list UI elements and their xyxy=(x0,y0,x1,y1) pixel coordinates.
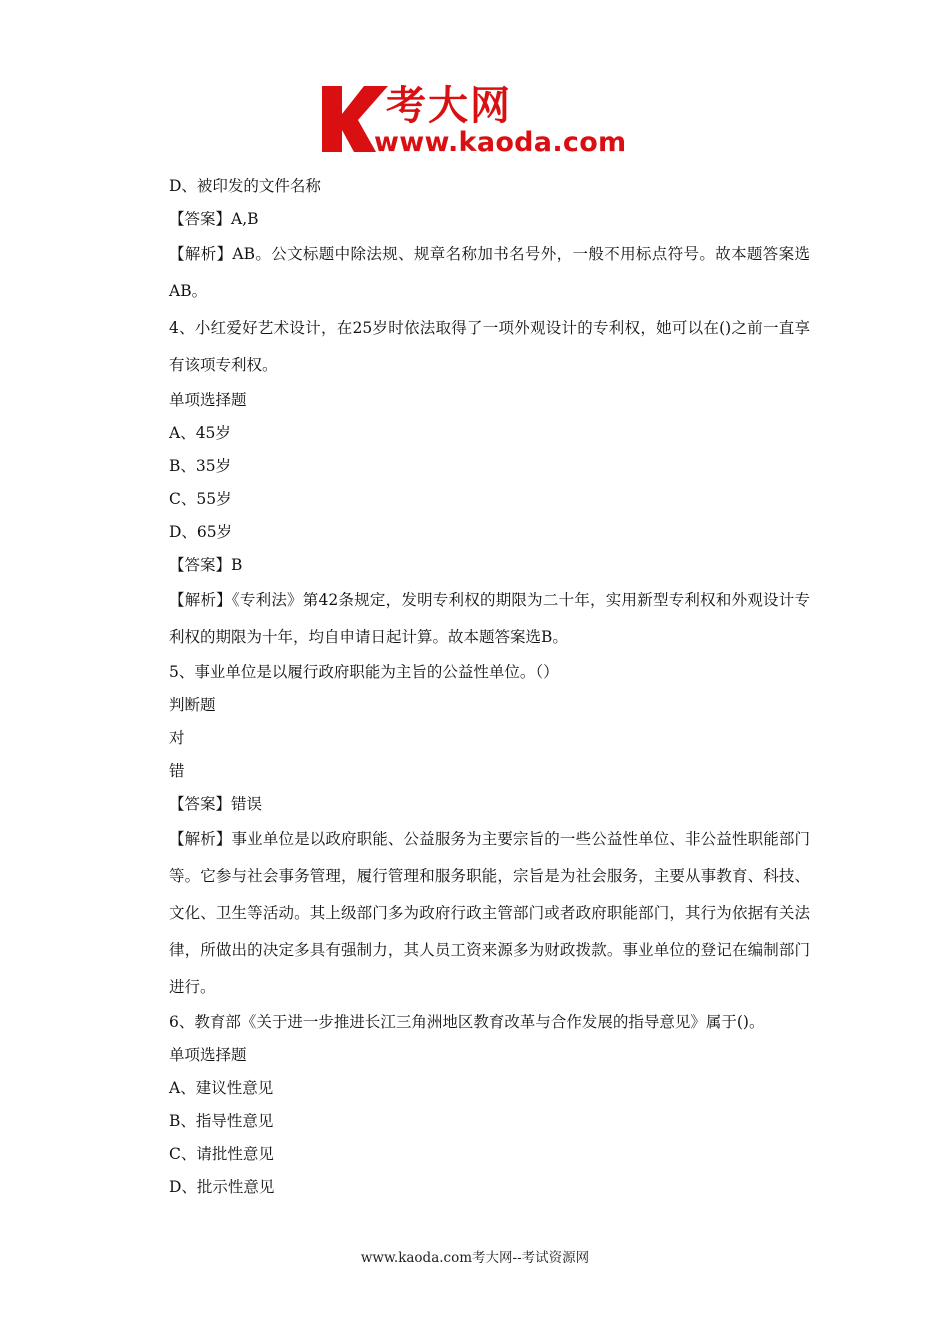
option-c: C、请批性意见 xyxy=(169,1145,274,1163)
answer: 【答案】A,B xyxy=(169,210,259,228)
option-d: D、被印发的文件名称 xyxy=(169,177,321,195)
option-b: B、35岁 xyxy=(169,457,232,475)
question-4: 4、小红爱好艺术设计，在25岁时依法取得了一项外观设计的专利权，她可以在()之前一直享有该项专利权。 xyxy=(169,319,810,374)
answer: 【答案】错误 xyxy=(169,795,263,813)
option-c: C、55岁 xyxy=(169,490,232,508)
option-b: B、指导性意见 xyxy=(169,1112,274,1130)
option-a: A、建议性意见 xyxy=(169,1079,274,1097)
question-type: 单项选择题 xyxy=(169,391,247,409)
answer: 【答案】B xyxy=(169,556,243,574)
explanation: 【解析】AB。公文标题中除法规、规章名称加书名号外，一般不用标点符号。故本题答案选AB。 xyxy=(169,245,810,300)
option-d: D、65岁 xyxy=(169,523,233,541)
logo-url: www.kaoda.com xyxy=(374,127,627,158)
logo-chinese-name: 考大网 xyxy=(386,83,512,129)
option-false: 错 xyxy=(169,762,185,780)
question-type: 单项选择题 xyxy=(169,1046,247,1064)
question-5: 5、事业单位是以履行政府职能为主旨的公益性单位。（） xyxy=(169,663,559,681)
page-footer: www.kaoda.com考大网--考试资源网 xyxy=(360,1250,590,1266)
option-d: D、批示性意见 xyxy=(169,1178,275,1196)
explanation: 【解析】事业单位是以政府职能、公益服务为主要宗旨的一些公益性单位、非公益性职能部门等。它参与社会事务管理，履行管理和服务职能，宗旨是为社会服务，主要从事教育、科技、文化、卫生等活动。其上级部门多为政府行政主管部门或者政府职能部门，其行为依据有关法律，所做出的决定多具有强制力，其人员工资来源多为财政拨款。事业单位的登记在编制部门进行。 xyxy=(169,830,810,996)
kaoda-logo xyxy=(318,80,648,162)
option-true: 对 xyxy=(169,729,185,747)
question-type: 判断题 xyxy=(169,696,216,714)
document-body xyxy=(145,170,810,1204)
explanation: 【解析】《专利法》第42条规定，发明专利权的期限为二十年，实用新型专利权和外观设计专利权的期限为十年，均自申请日起计算。故本题答案选B。 xyxy=(169,591,810,646)
question-6: 6、教育部《关于进一步推进长江三角洲地区教育改革与合作发展的指导意见》属于()。 xyxy=(169,1013,765,1031)
option-a: A、45岁 xyxy=(169,424,231,442)
